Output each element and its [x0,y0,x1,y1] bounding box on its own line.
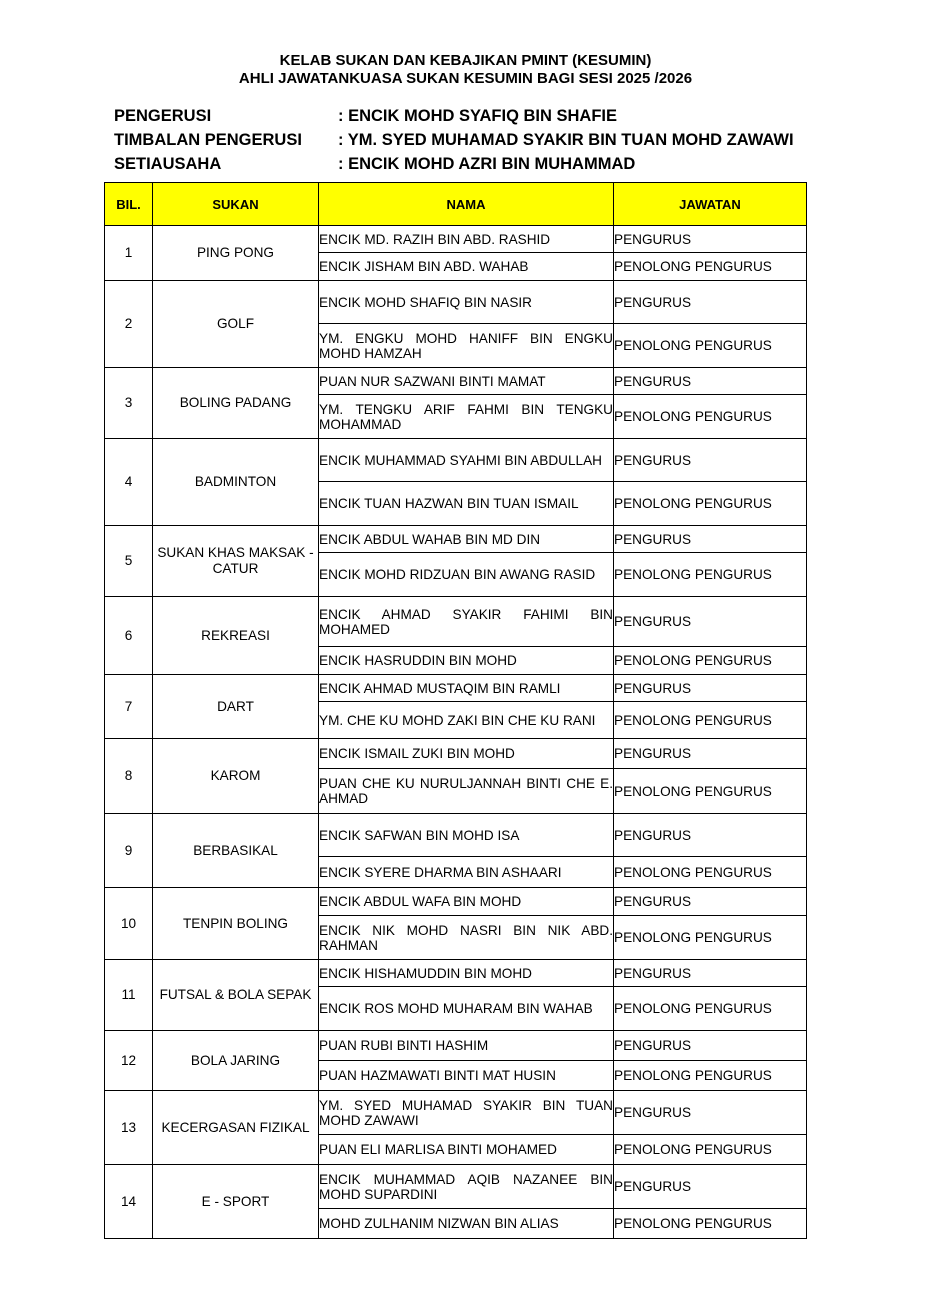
cell-jawatan: PENGURUS [614,739,807,769]
cell-bil: 13 [105,1091,153,1165]
officer-row [114,128,794,152]
cell-jawatan: PENOLONG PENGURUS [614,395,807,439]
table-row [105,814,807,857]
cell-bil: 11 [105,960,153,1031]
table-row [105,739,807,769]
cell-jawatan: PENGURUS [614,1031,807,1061]
cell-sukan: GOLF [153,281,319,368]
cell-sukan: E - SPORT [153,1165,319,1239]
cell-nama: PUAN RUBI BINTI HASHIM [319,1031,614,1061]
cell-sukan: BOLING PADANG [153,368,319,439]
cell-bil: 6 [105,597,153,675]
cell-nama: YM. SYED MUHAMAD SYAKIR BIN TUAN MOHD ZAWAWI [319,1091,614,1135]
table-header-row [105,183,807,226]
table-row [105,675,807,702]
cell-sukan: PING PONG [153,226,319,281]
table-row [105,960,807,987]
cell-bil: 9 [105,814,153,888]
cell-jawatan: PENOLONG PENGURUS [614,253,807,281]
cell-jawatan: PENOLONG PENGURUS [614,1061,807,1091]
cell-jawatan: PENGURUS [614,281,807,324]
cell-jawatan: PENGURUS [614,888,807,916]
cell-nama: ENCIK MOHD SHAFIQ BIN NASIR [319,281,614,324]
header-jawatan: JAWATAN [614,183,807,226]
cell-nama: PUAN HAZMAWATI BINTI MAT HUSIN [319,1061,614,1091]
cell-nama: ENCIK SYERE DHARMA BIN ASHAARI [319,857,614,888]
cell-nama: ENCIK SAFWAN BIN MOHD ISA [319,814,614,857]
cell-sukan: BADMINTON [153,439,319,526]
cell-jawatan: PENGURUS [614,1091,807,1135]
cell-nama: YM. ENGKU MOHD HANIFF BIN ENGKU MOHD HAMZAH [319,324,614,368]
cell-sukan: SUKAN KHAS MAKSAK - CATUR [153,526,319,597]
document-title: KELAB SUKAN DAN KEBAJIKAN PMINT (KESUMIN) [279,52,652,69]
cell-jawatan: PENOLONG PENGURUS [614,769,807,814]
cell-bil: 3 [105,368,153,439]
cell-nama: ENCIK HASRUDDIN BIN MOHD [319,647,614,675]
cell-bil: 1 [105,226,153,281]
table-row [105,368,807,395]
cell-jawatan: PENOLONG PENGURUS [614,857,807,888]
cell-nama: PUAN ELI MARLISA BINTI MOHAMED [319,1135,614,1165]
cell-nama: ENCIK HISHAMUDDIN BIN MOHD [319,960,614,987]
cell-jawatan: PENGURUS [614,526,807,553]
cell-jawatan: PENOLONG PENGURUS [614,647,807,675]
cell-sukan: KECERGASAN FIZIKAL [153,1091,319,1165]
cell-jawatan: PENGURUS [614,960,807,987]
table-row [105,526,807,553]
cell-bil: 2 [105,281,153,368]
cell-jawatan: PENOLONG PENGURUS [614,916,807,960]
cell-jawatan: PENOLONG PENGURUS [614,1135,807,1165]
cell-nama: ENCIK MD. RAZIH BIN ABD. RASHID [319,226,614,253]
cell-sukan: REKREASI [153,597,319,675]
cell-jawatan: PENOLONG PENGURUS [614,553,807,597]
cell-bil: 12 [105,1031,153,1091]
cell-bil: 4 [105,439,153,526]
cell-jawatan: PENOLONG PENGURUS [614,1209,807,1239]
cell-nama: ENCIK ISMAIL ZUKI BIN MOHD [319,739,614,769]
cell-sukan: DART [153,675,319,739]
cell-nama: ENCIK ROS MOHD MUHARAM BIN WAHAB [319,987,614,1031]
cell-sukan: KAROM [153,739,319,814]
officer-role: TIMBALAN PENGERUSI [114,131,302,149]
committee-officers [114,104,794,176]
cell-jawatan: PENGURUS [614,675,807,702]
cell-bil: 8 [105,739,153,814]
cell-jawatan: PENGURUS [614,368,807,395]
cell-nama: ENCIK MUHAMMAD AQIB NAZANEE BIN MOHD SUPARDINI [319,1165,614,1209]
document-subtitle: AHLI JAWATANKUASA SUKAN KESUMIN BAGI SESI 2025 /2026 [238,70,693,87]
cell-jawatan: PENOLONG PENGURUS [614,702,807,739]
cell-bil: 10 [105,888,153,960]
cell-bil: 7 [105,675,153,739]
table-row [105,439,807,482]
table-row [105,226,807,253]
committee-table [104,182,807,1239]
cell-jawatan: PENGURUS [614,597,807,647]
cell-nama: PUAN CHE KU NURULJANNAH BINTI CHE E. AHMAD [319,769,614,814]
officer-name: : YM. SYED MUHAMAD SYAKIR BIN TUAN MOHD ZAWAWI [338,131,794,149]
cell-jawatan: PENGURUS [614,814,807,857]
cell-jawatan: PENGURUS [614,1165,807,1209]
cell-nama: ENCIK ABDUL WAFA BIN MOHD [319,888,614,916]
table-row [105,1165,807,1209]
cell-nama: ENCIK ABDUL WAHAB BIN MD DIN [319,526,614,553]
cell-nama: ENCIK MUHAMMAD SYAHMI BIN ABDULLAH [319,439,614,482]
cell-sukan: TENPIN BOLING [153,888,319,960]
cell-nama: ENCIK AHMAD SYAKIR FAHIMI BIN MOHAMED [319,597,614,647]
cell-sukan: BERBASIKAL [153,814,319,888]
header-sukan: SUKAN [153,183,319,226]
cell-nama: MOHD ZULHANIM NIZWAN BIN ALIAS [319,1209,614,1239]
header-nama: NAMA [319,183,614,226]
cell-bil: 5 [105,526,153,597]
cell-jawatan: PENOLONG PENGURUS [614,324,807,368]
table-row [105,1091,807,1135]
cell-jawatan: PENGURUS [614,226,807,253]
cell-sukan: BOLA JARING [153,1031,319,1091]
cell-nama: ENCIK AHMAD MUSTAQIM BIN RAMLI [319,675,614,702]
officer-role: PENGERUSI [114,107,212,125]
cell-nama: ENCIK TUAN HAZWAN BIN TUAN ISMAIL [319,482,614,526]
cell-nama: YM. TENGKU ARIF FAHMI BIN TENGKU MOHAMMAD [319,395,614,439]
cell-nama: YM. CHE KU MOHD ZAKI BIN CHE KU RANI [319,702,614,739]
officer-row [114,152,794,176]
cell-nama: PUAN NUR SAZWANI BINTI MAMAT [319,368,614,395]
officer-role: SETIAUSAHA [114,155,222,173]
cell-nama: ENCIK NIK MOHD NASRI BIN NIK ABD. RAHMAN [319,916,614,960]
table-row [105,597,807,647]
cell-jawatan: PENOLONG PENGURUS [614,482,807,526]
table-row [105,888,807,916]
cell-jawatan: PENGURUS [614,439,807,482]
cell-sukan: FUTSAL & BOLA SEPAK [153,960,319,1031]
officer-row [114,104,794,128]
table-row [105,1031,807,1061]
table-row [105,281,807,324]
officer-name: : ENCIK MOHD AZRI BIN MUHAMMAD [338,155,636,173]
cell-nama: ENCIK JISHAM BIN ABD. WAHAB [319,253,614,281]
officer-name: : ENCIK MOHD SYAFIQ BIN SHAFIE [338,107,617,125]
cell-jawatan: PENOLONG PENGURUS [614,987,807,1031]
cell-bil: 14 [105,1165,153,1239]
header-bil: BIL. [105,183,153,226]
cell-nama: ENCIK MOHD RIDZUAN BIN AWANG RASID [319,553,614,597]
